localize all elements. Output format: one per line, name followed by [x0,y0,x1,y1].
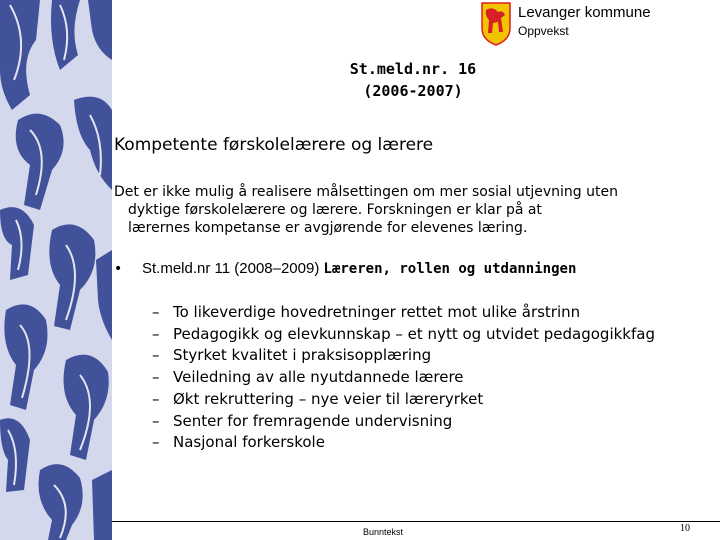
slide-title-line-2: (2006-2007) [363,82,463,100]
list-item: – Styrket kvalitet i praksisopplæring [152,346,432,365]
list-item-text: Styrket kvalitet i praksisopplæring [173,346,432,365]
organization-name: Levanger kommune [518,4,651,21]
organization-unit: Oppvekst [518,24,569,38]
list-item-text: Nasjonal forkerskole [173,433,325,452]
list-item: – To likeverdige hovedretninger rettet mot ulike årstrinn [152,303,581,321]
list-item: – Veiledning av alle nyutdannede lærere [152,368,464,387]
intro-paragraph-line-3: lærernes kompetanse er avgjørende for elevenes læring. [128,220,528,236]
list-item: – Økt rekruttering – nye veier til læreryrket [152,389,484,408]
section-heading: Kompetente førskolelærere og lærere [114,135,434,155]
sub-item-list [152,302,655,454]
intro-paragraph [114,183,714,237]
decorative-side-pattern [0,0,112,540]
list-item-text: Senter for fremragende undervisning [173,411,453,430]
municipality-coat-of-arms-logo [481,2,511,46]
footer-divider [112,521,720,522]
bullet-bold-title: Læreren, rollen og utdanningen [323,261,577,277]
list-item-text: To likeverdige hovedretninger rettet mot ulike årstrinn [173,303,581,321]
list-item-text: Økt rekruttering – nye veier til læreryrket [173,389,484,408]
bullet-reference: St.meld.nr 11 (2008–2009) [142,260,324,277]
list-item: – Nasjonal forkerskole [152,433,325,452]
intro-paragraph-line-1: Det er ikke mulig å realisere målsettingen om mer sosial utjevning uten [114,184,618,200]
list-item-text: Veiledning av alle nyutdannede lærere [173,368,464,387]
list-item-text: Pedagogikk og elevkunnskap – et nytt og utvidet pedagogikkfag [173,324,655,343]
bullet-dot: • [114,261,123,277]
list-item: – Pedagogikk og elevkunnskap – et nytt og utvidet pedagogikkfag [152,324,655,343]
slide-title-line-1: St.meld.nr. 16 [349,60,477,78]
footer-text: Bunntekst [363,527,404,537]
page-number: 10 [680,523,690,534]
list-item: – Senter for fremragende undervisning [152,411,453,430]
intro-paragraph-line-2: dyktige førskolelærere og lærere. Forskningen er klar på at [128,202,542,218]
bullet-item [114,260,576,277]
